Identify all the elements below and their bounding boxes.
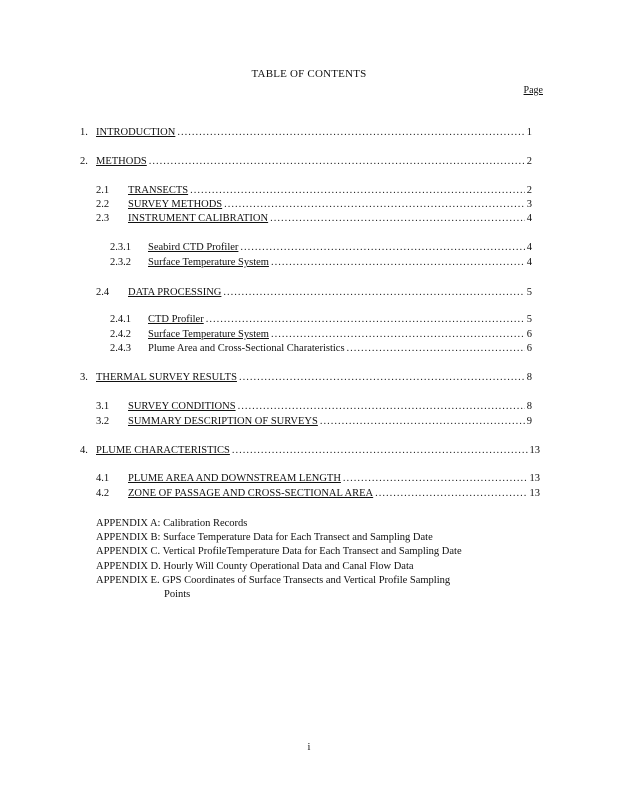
toc-entry-2-3-1[interactable] [110, 241, 532, 254]
toc-entry-2-1[interactable] [96, 184, 532, 197]
toc-number: 4.2 [96, 488, 110, 499]
toc-number: 2. [80, 156, 88, 167]
toc-page-number: 2 [526, 185, 532, 196]
toc-entry-3-2[interactable] [96, 415, 532, 428]
page-column-label: Page [523, 85, 543, 96]
appendix-item[interactable]: APPENDIX B: Surface Temperature Data for Each Transect and Sampling Date [96, 532, 433, 544]
toc-entry-4-1[interactable] [96, 472, 540, 485]
toc-title: SURVEY CONDITIONS [128, 401, 236, 412]
toc-number: 1. [80, 127, 88, 138]
toc-number: 2.4 [96, 287, 110, 298]
toc-entry-2[interactable] [80, 155, 532, 168]
dot-leader [271, 328, 525, 341]
appendix-item[interactable]: APPENDIX E. GPS Coordinates of Surface Transects and Vertical Profile Sampling [96, 574, 451, 586]
dot-leader [232, 444, 528, 457]
toc-number: 2.3 [96, 213, 110, 224]
toc-title: METHODS [96, 156, 147, 167]
toc-title: SURVEY METHODS [128, 199, 223, 210]
toc-page-number: 1 [526, 127, 532, 138]
toc-entry-2-4-1[interactable] [110, 313, 532, 326]
toc-page-number: 8 [526, 372, 532, 383]
toc-title: DATA PROCESSING [128, 287, 222, 298]
dot-leader [149, 155, 525, 168]
toc-number: 2.4.3 [110, 343, 131, 354]
dot-leader [177, 126, 524, 139]
toc-page-number: 4 [526, 242, 532, 253]
toc-page-number: 4 [526, 213, 532, 224]
appendix-list [96, 517, 546, 602]
toc-title: INSTRUMENT CALIBRATION [128, 213, 269, 224]
dot-leader [190, 184, 525, 197]
toc-number: 3.2 [96, 416, 110, 427]
toc-entry-4[interactable] [80, 444, 540, 457]
appendix-item[interactable]: APPENDIX C. Vertical ProfileTemperature Data for Each Transect and Sampling Date [96, 546, 462, 558]
toc-title: SUMMARY DESCRIPTION OF SURVEYS [128, 416, 318, 427]
toc-number: 2.1 [96, 185, 110, 196]
toc-number: 4.1 [96, 473, 110, 484]
toc-title: INTRODUCTION [96, 127, 176, 138]
dot-leader [320, 415, 525, 428]
toc-page-number: 13 [529, 445, 540, 456]
footer-page-number: i [307, 742, 311, 753]
toc-page-number: 5 [526, 314, 532, 325]
toc-page-number: 9 [526, 416, 532, 427]
dot-leader [224, 198, 525, 211]
toc-title: PLUME AREA AND DOWNSTREAM LENGTH [128, 473, 341, 484]
toc-page-number: 3 [526, 199, 532, 210]
toc-number: 2.3.2 [110, 257, 131, 268]
toc-entry-1[interactable] [80, 126, 532, 139]
toc-page-number: 4 [526, 257, 532, 268]
toc-number: 2.4.1 [110, 314, 131, 325]
toc-entry-2-4[interactable] [96, 286, 532, 299]
toc-entry-4-2[interactable] [96, 487, 540, 500]
toc-entry-2-2[interactable] [96, 198, 532, 211]
dot-leader [223, 286, 524, 299]
toc-entry-3[interactable] [80, 371, 532, 384]
toc-title: Seabird CTD Profiler [148, 242, 239, 253]
toc-page-number: 6 [526, 343, 532, 354]
toc-title: CTD Profiler [148, 314, 204, 325]
toc-page-number: 13 [529, 488, 540, 499]
toc-page-number: 13 [529, 473, 540, 484]
toc-entry-2-3[interactable] [96, 212, 532, 225]
toc-page-number: 8 [526, 401, 532, 412]
dot-leader [375, 487, 527, 500]
dot-leader [238, 400, 525, 413]
toc-number: 4. [80, 445, 88, 456]
dot-leader [240, 241, 524, 254]
dot-leader [239, 371, 525, 384]
page-title: TABLE OF CONTENTS [251, 68, 367, 80]
dot-leader [270, 212, 525, 225]
toc-title: THERMAL SURVEY RESULTS [96, 372, 237, 383]
appendix-item[interactable]: APPENDIX D. Hourly Will County Operational Data and Canal Flow Data [96, 560, 414, 572]
appendix-item[interactable]: APPENDIX A: Calibration Records [96, 518, 248, 529]
toc-page-number: 5 [526, 287, 532, 298]
toc-title: ZONE OF PASSAGE AND CROSS-SECTIONAL AREA [128, 488, 374, 499]
toc-entry-2-3-2[interactable] [110, 256, 532, 269]
toc-title: Surface Temperature System [148, 257, 269, 268]
dot-leader [271, 256, 525, 269]
dot-leader [343, 472, 528, 485]
toc-entry-2-4-2[interactable] [110, 328, 532, 341]
toc-title: TRANSECTS [128, 185, 189, 196]
dot-leader [347, 342, 525, 355]
appendix-item-continuation: Points [164, 589, 191, 601]
toc-number: 2.2 [96, 199, 110, 210]
toc-title: Surface Temperature System [148, 329, 269, 340]
toc-entry-3-1[interactable] [96, 400, 532, 413]
toc-number: 2.3.1 [110, 242, 131, 253]
dot-leader [206, 313, 525, 326]
toc-page-number: 6 [526, 329, 532, 340]
toc-number: 3. [80, 372, 88, 383]
toc-entry-2-4-3[interactable] [110, 342, 532, 355]
toc-number: 3.1 [96, 401, 110, 412]
toc-title: Plume Area and Cross-Sectional Charateristics [148, 343, 345, 354]
toc-title: PLUME CHARACTERISTICS [96, 445, 230, 456]
toc-number: 2.4.2 [110, 329, 131, 340]
toc-page-number: 2 [526, 156, 532, 167]
